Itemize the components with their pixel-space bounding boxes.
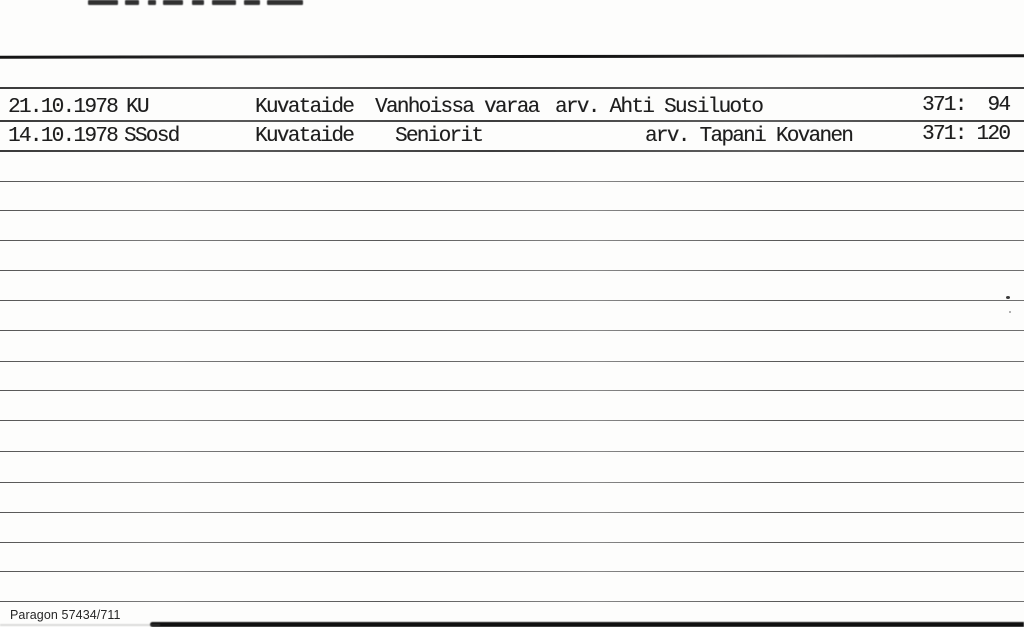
entry-reference: 371: 94: [922, 94, 1010, 117]
rule-line: [0, 390, 1024, 391]
rule-line: [0, 512, 1024, 513]
rule-line: [0, 150, 1024, 152]
rule-line: [0, 361, 1024, 362]
rule-line: [0, 542, 1024, 543]
cutoff-mark: [148, 0, 156, 5]
rule-line: [0, 87, 1024, 89]
entry-title: Seniorit: [395, 125, 483, 148]
entry-code: SSosd: [124, 125, 179, 148]
scan-edge-shadow: [150, 622, 1024, 627]
rule-line: [0, 451, 1024, 452]
rule-line: [0, 120, 1024, 122]
entry-reference: 371: 120: [922, 123, 1010, 146]
entry-code: KU: [126, 96, 148, 119]
rule-line: [0, 210, 1024, 211]
entry-subject: Kuvataide: [255, 125, 354, 148]
rule-line: [0, 240, 1024, 241]
cutoff-mark: [125, 0, 139, 5]
rule-line: [0, 571, 1024, 572]
card-brand-imprint: Paragon 57434/711: [10, 608, 121, 622]
rule-line: [0, 482, 1024, 483]
entry-date: 21.10.1978: [8, 96, 118, 119]
entry-title: Vanhoissa varaa: [375, 96, 539, 119]
entry-reviewer: arv. Ahti Susiluoto: [555, 96, 763, 119]
rule-line: [0, 181, 1024, 182]
entry-reviewer: arv. Tapani Kovanen: [645, 125, 853, 148]
cutoff-mark: [88, 0, 118, 5]
entry-date: 14.10.1978: [8, 125, 118, 148]
cutoff-mark: [212, 0, 236, 5]
scan-edge-shadow-faint: [0, 624, 160, 626]
scan-speck: [1009, 311, 1011, 313]
entry-subject: Kuvataide: [255, 96, 354, 119]
cutoff-mark: [244, 0, 260, 5]
scan-speck: [1006, 296, 1010, 299]
rule-line: [0, 270, 1024, 271]
cutoff-mark: [267, 0, 303, 5]
rule-line: [0, 601, 1024, 602]
cutoff-mark: [163, 0, 183, 5]
rule-line: [0, 420, 1024, 421]
rule-line: [0, 330, 1024, 331]
rule-line: [0, 300, 1024, 301]
card-header-rule: [0, 54, 1024, 58]
cutoff-mark: [192, 0, 204, 5]
